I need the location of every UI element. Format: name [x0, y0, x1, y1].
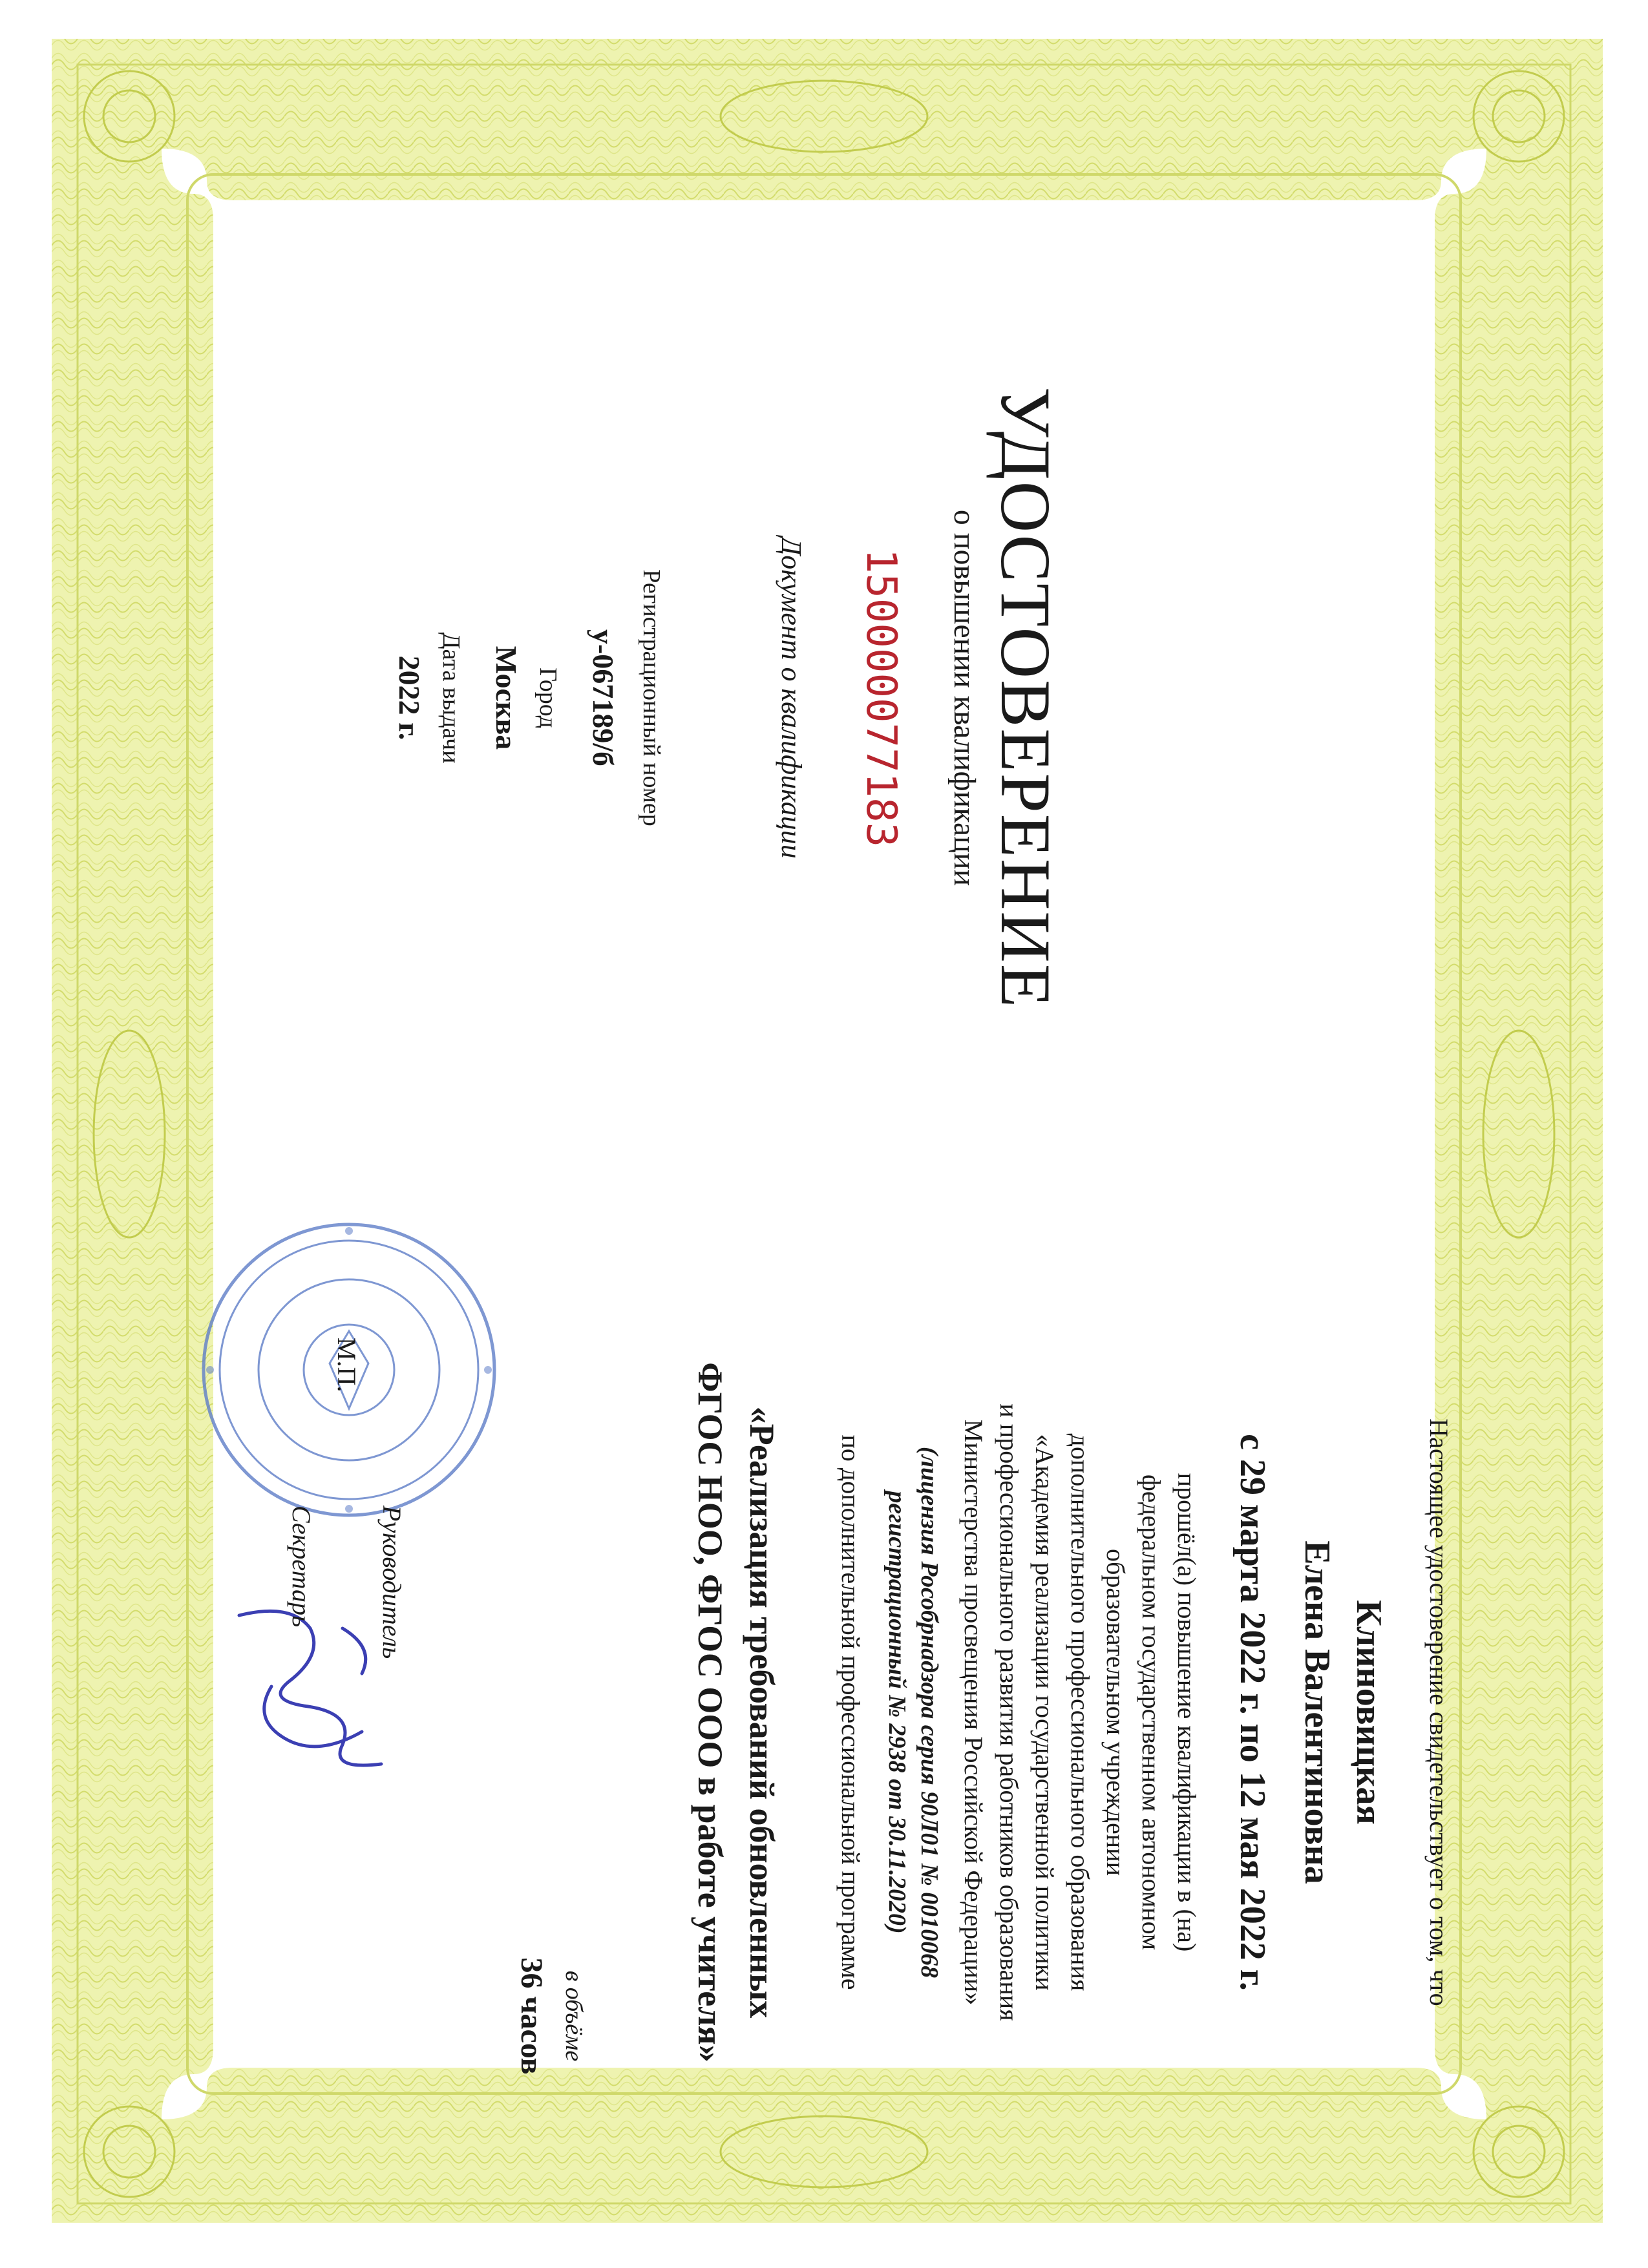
- body-line-4: дополнительного профессионального образования: [1066, 1433, 1095, 1991]
- body-line-2: федеральном государственном автономном: [1137, 1474, 1166, 1951]
- stamp-place-label: М.П.: [332, 1338, 361, 1392]
- city: Москва: [490, 646, 523, 750]
- program-title-2: ФГОС НОО, ФГОС ООО в работе учителя»: [691, 1362, 730, 2063]
- program-label: по дополнительной профессиональной программе: [836, 1434, 865, 1990]
- volume-value: 36 часов: [514, 1957, 549, 2075]
- recipient-surname: Клиновицкая: [1349, 1600, 1389, 1825]
- body-line-7: Министерства просвещения Российской Федерации»: [959, 1419, 988, 2006]
- license-line-1: (лицензия Рособрнадзора серия 90Л01 № 0010068: [916, 1446, 943, 1979]
- reg-number-label: Регистрационный номер: [638, 569, 665, 826]
- serial-number: 150000077183: [857, 548, 905, 848]
- program-title-1: «Реализация требований обновленных: [743, 1406, 781, 2019]
- body-line-3: образовательном учреждении: [1101, 1549, 1130, 1876]
- director-label: Руководитель: [377, 1506, 407, 1659]
- body-line-6: и профессионального развития работников образования: [995, 1403, 1024, 2021]
- document-title: УДОСТОВЕРЕНИЕ: [986, 386, 1065, 1009]
- city-label: Город: [534, 667, 562, 728]
- issue-date: 2022 г.: [393, 655, 426, 740]
- volume-label: в объёме: [560, 1970, 587, 2062]
- training-period: с 29 марта 2022 г. по 12 мая 2022 г.: [1232, 1434, 1273, 1991]
- cover-side: [0, 246, 1648, 1150]
- body-line-5: «Академия реализации государственной политики: [1030, 1434, 1059, 1991]
- document-subtitle: о повышении квалификации: [947, 509, 982, 887]
- body-line-1: прошёл(а) повышение квалификации в (на): [1172, 1473, 1201, 1952]
- content-side: [0, 1234, 1648, 2190]
- intro-text: Настоящее удостоверение свидетельствует о том, что: [1424, 1418, 1453, 2006]
- document-type: Документ о квалификации: [776, 537, 807, 859]
- reg-number: у-067189/б: [587, 629, 620, 767]
- license-line-2: регистрационный № 2938 от 30.11.2020): [883, 1491, 911, 1934]
- secretary-label: Секретарь: [287, 1506, 316, 1628]
- recipient-name: Елена Валентиновна: [1297, 1540, 1337, 1884]
- issue-date-label: Дата выдачи: [438, 632, 465, 764]
